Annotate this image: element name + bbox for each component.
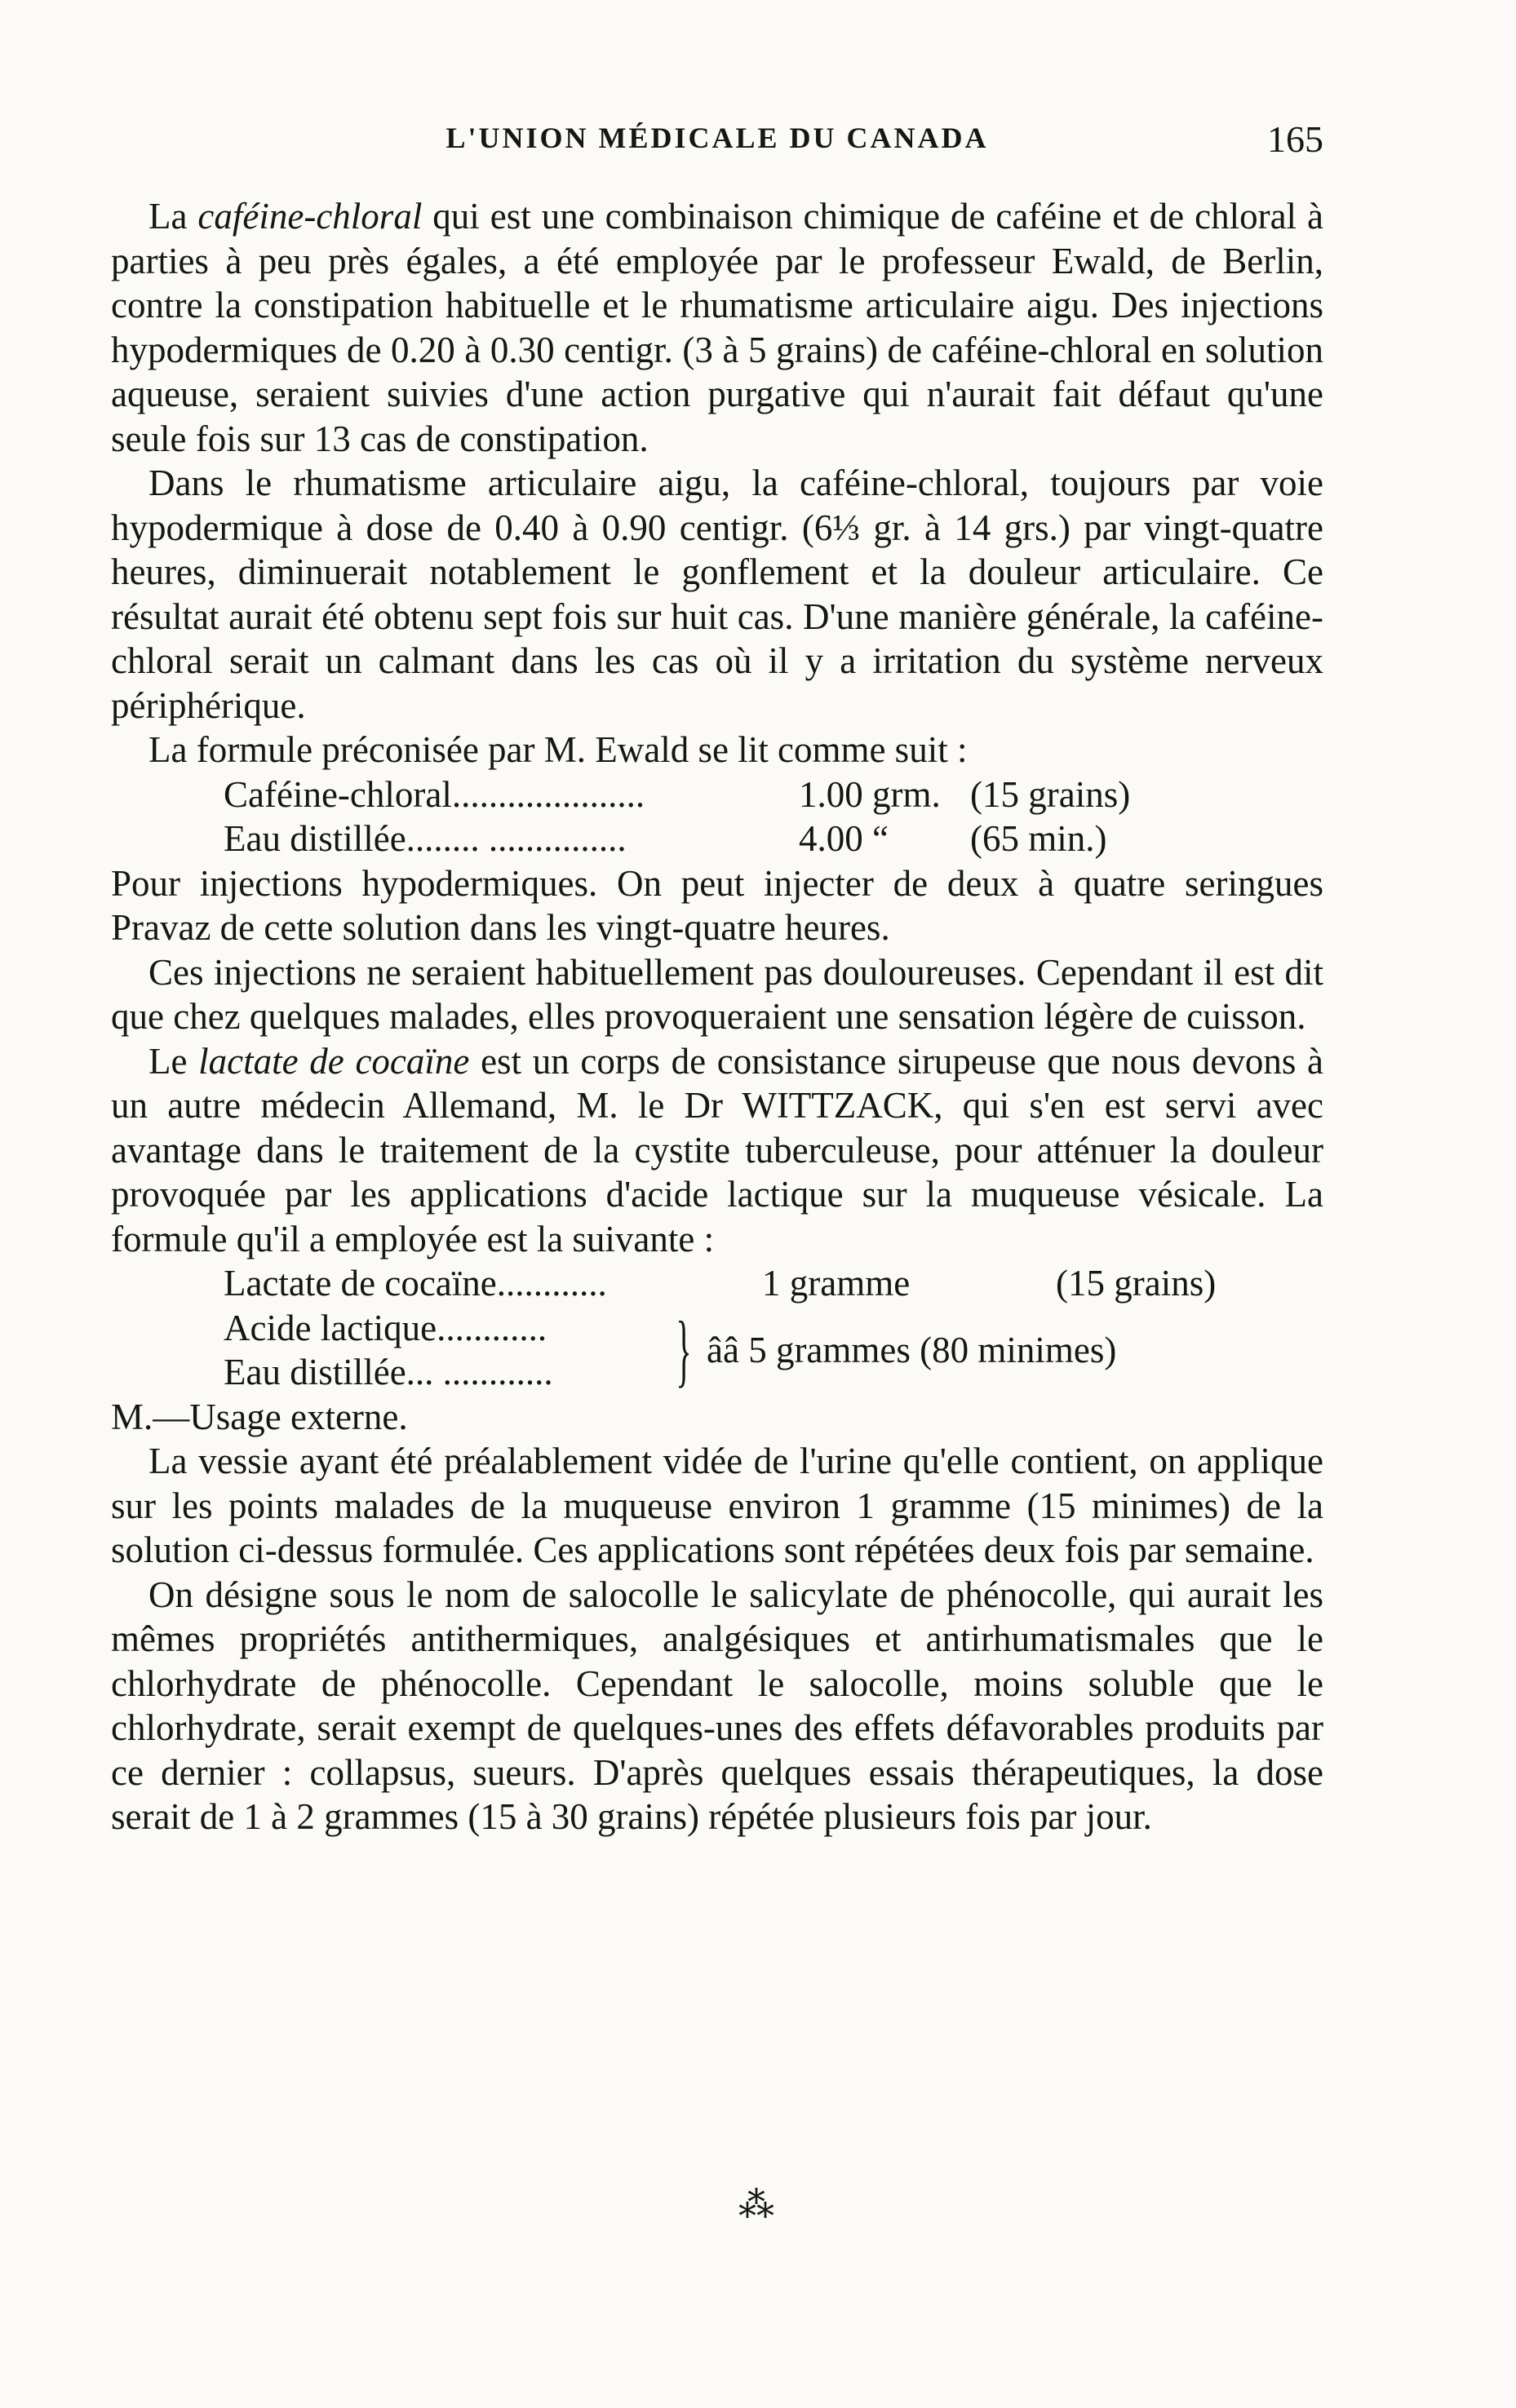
ingredient-note: (15 grains) — [1056, 1263, 1217, 1304]
paragraph-vessie: La vessie ayant été préalablement vidée de l'urine qu'elle contient, on applique sur les points malades de la muqueuse environ 1 gramme (15 minimes) de la solution ci-dessus formulée. Ces applications sont répétées deux fois par semaine. — [111, 1441, 1323, 1570]
page-header — [111, 118, 1323, 178]
ingredient-quantity: 1.00 grm. — [799, 773, 941, 815]
formula-brace-items — [224, 1306, 680, 1395]
brace-symbol: } — [676, 1304, 692, 1395]
ingredient-quantity: 4.00 “ — [799, 818, 889, 859]
paragraph-text: est un corps de consistance sirupeuse que nous devons à un autre médecin Allemand, M. le Dr WITTZACK, qui s'en est servi avec avantage dans le traitement de la cystite tuberculeuse, pour atténuer la douleur provoquée par les applications d'acide lactique sur la muqueuse vésicale. La formule qu'il a employée est la suivante : — [111, 1040, 1323, 1259]
formula-row — [224, 772, 1323, 817]
paragraph-cafeine-chloral — [111, 194, 1323, 461]
formula-row — [224, 1261, 1323, 1306]
ingredient-quantity: 1 gramme — [762, 1263, 911, 1304]
formula-wittzack — [224, 1261, 1323, 1395]
paragraph-salocolle: On désigne sous le nom de salocolle le salicylate de phénocolle, qui aurait les mêmes propriétés antithermiques, analgésiques et antirhumatismales que le chlorhydrate de phénocolle. Cependant le salocolle, moins soluble que le chlorhydrate, serait exempt de quelques-unes des effets défavorables produits par ce dernier : collapsus, sueurs. D'après quelques essais thérapeutiques, la dose serait de 1 à 2 grammes (15 à 30 grains) répétée plusieurs fois par jour. — [111, 1574, 1323, 1837]
term-cafeine-chloral: caféine-chloral — [197, 196, 423, 237]
paragraph-lactate-cocaine — [111, 1039, 1323, 1262]
term-lactate-cocaine: lactate de cocaïne — [198, 1040, 470, 1082]
ingredient-name: Lactate de cocaïne............ — [224, 1263, 607, 1304]
paragraph-lead: Le — [148, 1040, 199, 1082]
ingredient-name: Eau distillée........ ............... — [224, 818, 627, 859]
paragraph-lead: La — [148, 196, 198, 237]
section-separator-asterism: ⁂ — [738, 2185, 778, 2225]
paragraph-text: qui est une combinaison chimique de caféine et de chloral à parties à peu près égales, a été employée par le professeur Ewald, de Berlin, contre la constipation habituelle et le rhumatisme articulaire aigu. Des injections hypodermiques de 0.20 à 0.30 centigr. (3 à 5 grains) de caféine-chloral en solution aqueuse, seraient suivies d'une action purgative qui n'aurait fait défaut qu'une seule fois sur 13 cas de constipation. — [111, 196, 1323, 459]
article-body — [111, 194, 1323, 1839]
paragraph-injections: Pour injections hypodermiques. On peut injecter de deux à quatre seringues Pravaz de cette solution dans les vingt-quatre heures. — [111, 862, 1323, 948]
usage-note: M.—Usage externe. — [111, 1396, 408, 1437]
page-number: 165 — [1267, 118, 1323, 160]
ingredient-name: Acide lactique............ — [224, 1307, 547, 1348]
ingredient-name: Eau distillée... ............ — [224, 1352, 553, 1392]
ingredient-name: Caféine-chloral..................... — [224, 773, 645, 815]
paragraph-formule-intro: La formule préconisée par M. Ewald se lit comme suit : — [148, 729, 968, 770]
paragraph-rhumatisme: Dans le rhumatisme articulaire aigu, la caféine-chloral, toujours par voie hypodermique à dose de 0.40 à 0.90 centigr. (6⅓ gr. à 14 grs.) par vingt-quatre heures, diminuerait notablement le gonflement et la douleur articulaire. Ce résultat aurait été obtenu sept fois sur huit cas. D'une manière générale, la caféine-chloral serait un calmant dans les cas où il y a irritation du système nerveux périphérique. — [111, 463, 1323, 726]
ingredient-note: (15 grains) — [970, 773, 1131, 815]
ingredient-note: (65 min.) — [970, 818, 1107, 859]
formula-row — [224, 817, 1323, 861]
ingredient-shared-quantity: ââ 5 grammes (80 minimes) — [707, 1329, 1117, 1370]
formula-brace-group — [224, 1306, 1323, 1395]
paragraph-douleur: Ces injections ne seraient habituellement pas douloureuses. Cependant il est dit que chez quelques malades, elles provoqueraient une sensation légère de cuisson. — [111, 951, 1323, 1037]
formula-ewald — [224, 772, 1323, 861]
running-title: L'UNION MÉDICALE DU CANADA — [445, 122, 989, 154]
